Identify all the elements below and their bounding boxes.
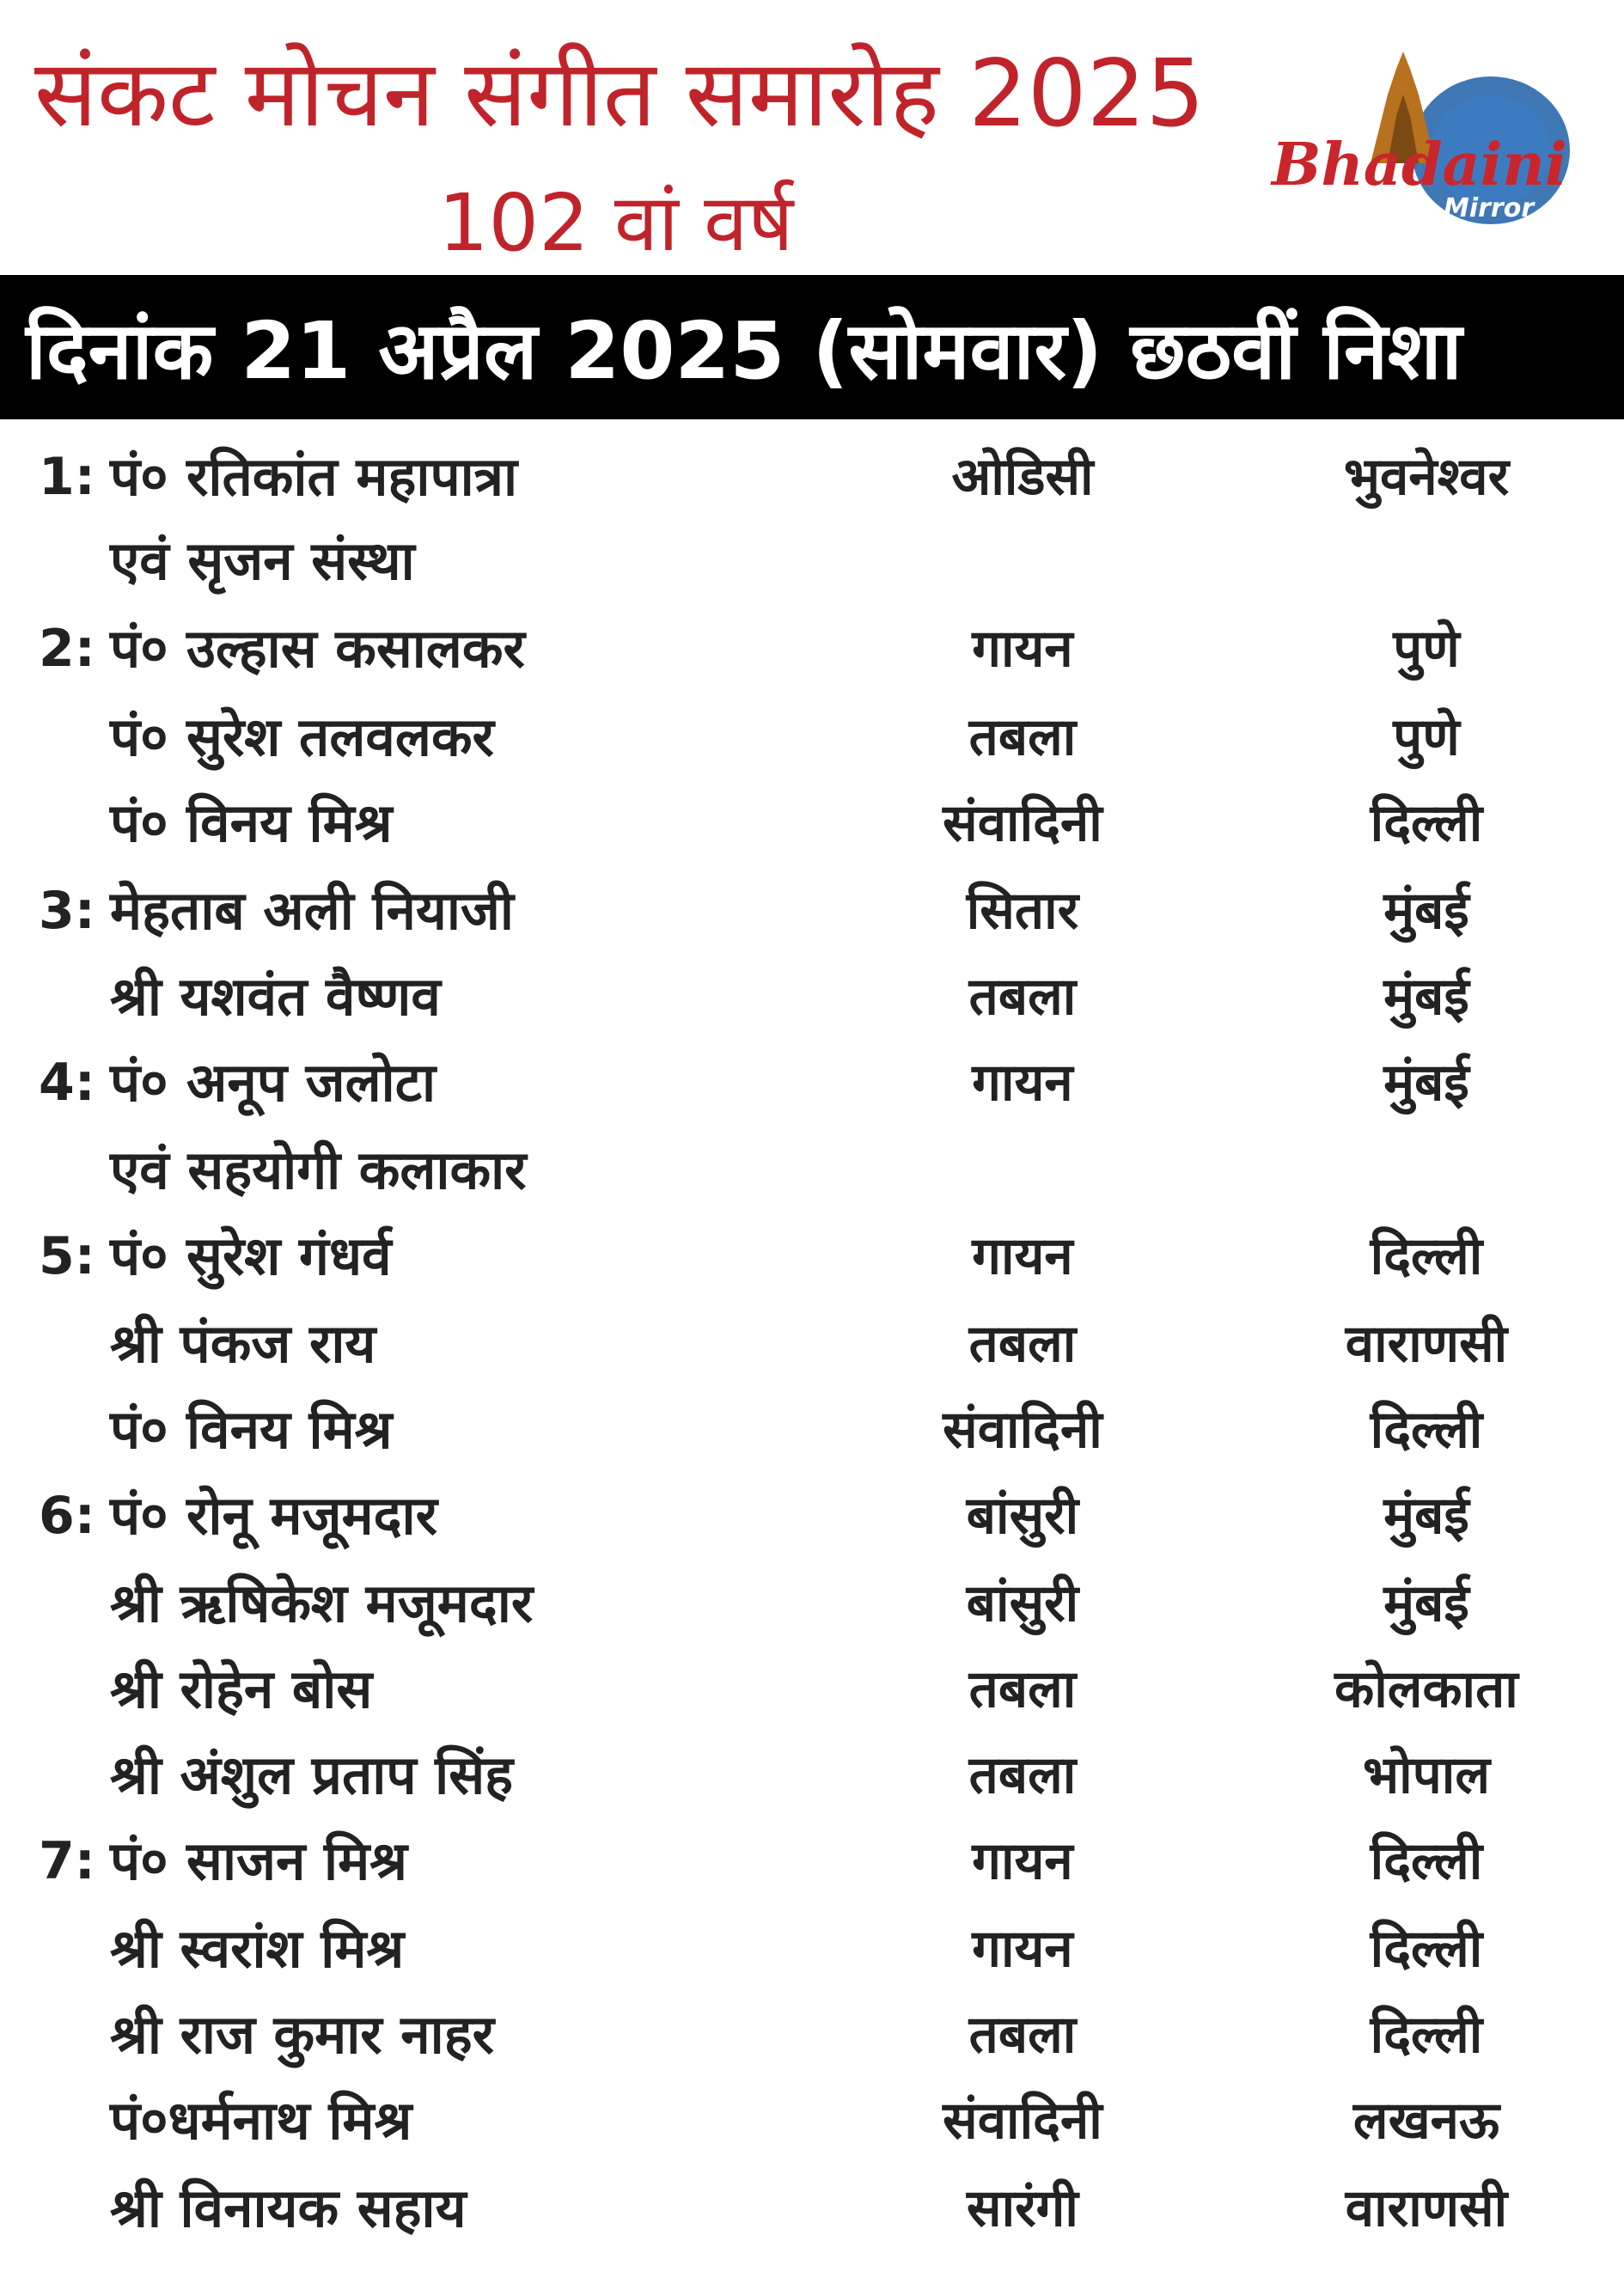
- program-row: [0, 1213, 1624, 1299]
- artist-city: दिल्ली: [1370, 2005, 1483, 2065]
- instrument: संवादिनी: [943, 793, 1102, 853]
- instrument: तबला: [968, 707, 1077, 767]
- artist-city: पुणे: [1393, 619, 1460, 679]
- artist-city: पुणे: [1393, 707, 1460, 767]
- artist-name: श्री यशवंत वैष्णव: [110, 965, 441, 1028]
- instrument: तबला: [968, 1659, 1077, 1719]
- program-row: [0, 1560, 1624, 1646]
- instrument: सारंगी: [967, 2178, 1078, 2238]
- artist-name: श्री विनायक सहाय: [110, 2177, 467, 2239]
- artist-city: मुंबई: [1383, 1486, 1469, 1546]
- instrument: बांसुरी: [966, 1573, 1079, 1634]
- artist-city: दिल्ली: [1370, 1226, 1483, 1286]
- artist-name: पं० सुरेश तलवलकर: [110, 705, 494, 768]
- instrument: गायन: [972, 1919, 1073, 1979]
- program-row: [0, 1473, 1624, 1559]
- item-number: 4:: [39, 1053, 95, 1113]
- page-title: संकट मोचन संगीत समारोह 2025: [34, 40, 1206, 148]
- program-row: [0, 1040, 1624, 1126]
- artist-city: लखनऊ: [1352, 2091, 1500, 2151]
- program-row: [0, 780, 1624, 866]
- artist-city: भुवनेश्वर: [1343, 447, 1510, 507]
- program-row: [0, 1732, 1624, 1818]
- program-row: [0, 518, 1624, 604]
- item-number: 1:: [39, 447, 95, 507]
- item-number: 7:: [39, 1831, 95, 1891]
- program-row: [0, 1301, 1624, 1387]
- instrument: संवादिनी: [943, 2091, 1102, 2151]
- date-banner: [0, 275, 1624, 419]
- program-row: [0, 868, 1624, 954]
- instrument: गायन: [972, 1831, 1073, 1891]
- program-row: [0, 1818, 1624, 1904]
- artist-name: पं० अनूप जलोटा: [110, 1051, 437, 1114]
- program-row: [0, 694, 1624, 780]
- instrument: गायन: [972, 619, 1073, 679]
- program-row: [0, 1387, 1624, 1473]
- instrument: संवादिनी: [943, 1400, 1102, 1460]
- artist-name: श्री पंकज राय: [110, 1312, 376, 1375]
- artist-name: एवं सृजन संस्था: [110, 529, 415, 592]
- artist-name: पं० विनय मिश्र: [110, 791, 393, 854]
- artist-name: पं० साजन मिश्र: [110, 1829, 408, 1892]
- item-number: 3:: [39, 881, 95, 941]
- artist-city: मुंबई: [1383, 881, 1469, 941]
- instrument: तबला: [968, 1314, 1077, 1374]
- instrument: ओडिसी: [951, 447, 1094, 507]
- artist-city: वाराणसी: [1345, 1314, 1508, 1374]
- instrument: गायन: [972, 1226, 1073, 1286]
- date-banner-text: दिनांक 21 अप्रैल 2025 (सोमवार) छठवीं निशा: [26, 304, 1462, 397]
- logo-text: Bhadaini: [1272, 131, 1567, 199]
- artist-city: भोपाल: [1362, 1745, 1491, 1805]
- artist-name: श्री राज कुमार नाहर: [110, 2003, 494, 2066]
- artist-name: पं० विनय मिश्र: [110, 1398, 393, 1461]
- program-row: [0, 1646, 1624, 1732]
- artist-name: पं० उल्हास कसालकर: [110, 617, 525, 680]
- artist-city: वाराणसी: [1345, 2178, 1508, 2238]
- bhadaini-mirror-logo: [1259, 34, 1577, 241]
- artist-city: दिल्ली: [1370, 1831, 1483, 1891]
- instrument: सितार: [966, 881, 1079, 941]
- artist-city: दिल्ली: [1370, 793, 1483, 853]
- artist-name: पं०धर्मनाथ मिश्र: [110, 2089, 412, 2152]
- logo-subtext: Mirror: [1444, 193, 1535, 223]
- artist-name: श्री अंशुल प्रताप सिंह: [110, 1744, 514, 1806]
- artist-city: दिल्ली: [1370, 1919, 1483, 1979]
- item-number: 5:: [39, 1226, 95, 1286]
- instrument: तबला: [968, 967, 1077, 1027]
- instrument: तबला: [968, 2005, 1077, 2065]
- artist-city: कोलकाता: [1334, 1659, 1518, 1719]
- artist-name: एवं सहयोगी कलाकार: [110, 1139, 527, 1201]
- item-number: 6:: [39, 1486, 95, 1546]
- artist-city: मुंबई: [1383, 1053, 1469, 1113]
- artist-name: श्री स्वरांश मिश्र: [110, 1917, 405, 1980]
- artist-city: मुंबई: [1383, 1573, 1469, 1634]
- artist-city: दिल्ली: [1370, 1400, 1483, 1460]
- program-row: [0, 1992, 1624, 2078]
- program-row: [0, 434, 1624, 520]
- page-subtitle: 102 वां वर्ष: [438, 177, 794, 269]
- program-row: [0, 1127, 1624, 1213]
- item-number: 2:: [39, 619, 95, 679]
- program-row: [0, 2078, 1624, 2164]
- program-row: [0, 1906, 1624, 1992]
- artist-city: मुंबई: [1383, 967, 1469, 1027]
- program-row: [0, 954, 1624, 1040]
- instrument: गायन: [972, 1053, 1073, 1113]
- artist-name: पं० रतिकांत महापात्रा: [110, 445, 518, 508]
- instrument: तबला: [968, 1745, 1077, 1805]
- program-row: [0, 2165, 1624, 2251]
- artist-name: पं० सुरेश गंधर्व: [110, 1225, 392, 1287]
- artist-name: मेहताब अली नियाजी: [110, 879, 514, 942]
- artist-name: श्री ऋषिकेश मजूमदार: [110, 1572, 534, 1634]
- program-row: [0, 606, 1624, 692]
- artist-name: पं० रोनू मजूमदार: [110, 1484, 437, 1547]
- instrument: बांसुरी: [966, 1486, 1079, 1546]
- artist-name: श्री रोहेन बोस: [110, 1658, 373, 1720]
